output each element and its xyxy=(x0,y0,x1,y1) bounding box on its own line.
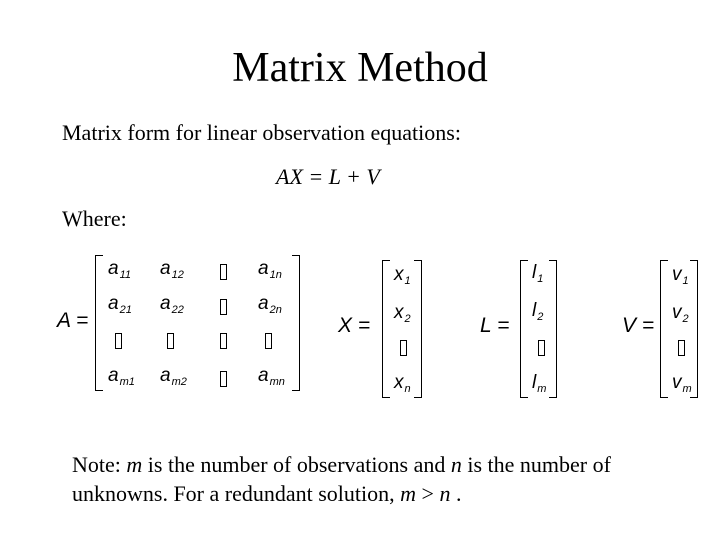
matrix-v-element xyxy=(672,264,689,287)
matrix-a-right-bracket xyxy=(292,255,300,391)
matrix-a-element xyxy=(160,293,184,316)
element-subscript: 2n xyxy=(269,304,282,316)
matrix-l-element xyxy=(532,262,543,285)
element-symbol: a xyxy=(258,293,269,314)
matrix-v-element xyxy=(672,302,689,325)
matrix-a-ellipsis-box xyxy=(167,333,174,349)
vector-x-label: X = xyxy=(338,314,371,337)
matrix-a-element xyxy=(258,258,282,281)
element-subscript: 1 xyxy=(682,275,689,287)
matrix-x-element xyxy=(394,264,411,287)
vector-v-label: V = xyxy=(622,314,655,337)
element-symbol: a xyxy=(258,365,269,386)
matrix-a-ellipsis-box xyxy=(115,333,122,349)
element-symbol: v xyxy=(672,264,682,285)
matrix-x-element xyxy=(394,302,411,325)
element-subscript: 1n xyxy=(269,269,282,281)
element-symbol: x xyxy=(394,302,404,323)
vector-l-right-bracket xyxy=(549,260,557,398)
element-subscript: 21 xyxy=(119,304,132,316)
element-symbol: a xyxy=(108,293,119,314)
element-subscript: 1 xyxy=(404,275,411,287)
matrix-l-element xyxy=(532,300,543,323)
matrix-a-ellipsis-box xyxy=(220,264,227,280)
element-symbol: a xyxy=(160,258,171,279)
matrix-a-element xyxy=(160,365,187,388)
element-symbol: x xyxy=(394,264,404,285)
matrix-a-ellipsis-box xyxy=(220,333,227,349)
matrix-l-ellipsis-box xyxy=(538,340,545,356)
matrix-a-element xyxy=(108,293,132,316)
observation-equation: AX = L + V xyxy=(276,164,380,189)
vector-l-left-bracket xyxy=(520,260,528,398)
element-subscript: 11 xyxy=(119,269,131,281)
slide-title: Matrix Method xyxy=(232,45,488,91)
matrix-a-element xyxy=(258,293,282,316)
element-symbol: v xyxy=(672,372,682,393)
element-subscript: m xyxy=(682,383,692,395)
note-text: Note: m is the number of observations and n is the number of unknowns. For a redundant solution, m > n . xyxy=(72,452,611,506)
matrix-x-ellipsis-box xyxy=(400,340,407,356)
element-subscript: 2 xyxy=(537,311,544,323)
element-subscript: 22 xyxy=(171,304,184,316)
element-symbol: a xyxy=(160,365,171,386)
matrix-a-element xyxy=(160,258,184,281)
element-symbol: l xyxy=(532,300,537,321)
element-subscript: mn xyxy=(269,376,285,388)
element-subscript: 12 xyxy=(171,269,184,281)
element-subscript: m xyxy=(537,383,547,395)
vector-l xyxy=(520,260,557,398)
matrix-l-element xyxy=(532,372,546,395)
element-symbol: v xyxy=(672,302,682,323)
intro-text: Matrix form for linear observation equations: xyxy=(62,120,461,145)
vector-v-left-bracket xyxy=(660,260,668,398)
element-symbol: a xyxy=(258,258,269,279)
element-symbol: x xyxy=(394,372,404,393)
matrix-v-ellipsis-box xyxy=(678,340,685,356)
matrix-a-element xyxy=(258,365,285,388)
element-subscript: 1 xyxy=(537,273,544,285)
where-label: Where: xyxy=(62,206,127,231)
element-symbol: l xyxy=(532,262,537,283)
matrix-v-element xyxy=(672,372,692,395)
element-subscript: n xyxy=(404,383,411,395)
element-symbol: a xyxy=(108,365,119,386)
element-symbol: a xyxy=(108,258,119,279)
vector-x xyxy=(382,260,422,398)
matrix-a-label: A = xyxy=(57,309,89,332)
element-symbol: a xyxy=(160,293,171,314)
element-subscript: m1 xyxy=(119,376,135,388)
element-symbol: l xyxy=(532,372,537,393)
vector-l-label: L = xyxy=(480,314,510,337)
element-subscript: 2 xyxy=(682,313,689,325)
matrix-a-element xyxy=(108,365,135,388)
vector-v xyxy=(660,260,698,398)
matrix-x-element xyxy=(394,372,411,395)
vector-x-left-bracket xyxy=(382,260,390,398)
vector-x-right-bracket xyxy=(414,260,422,398)
element-subscript: m2 xyxy=(171,376,187,388)
matrix-a-ellipsis-box xyxy=(220,299,227,315)
matrix-a-left-bracket xyxy=(95,255,103,391)
element-subscript: 2 xyxy=(404,313,411,325)
matrix-a-ellipsis-box xyxy=(265,333,272,349)
matrix-a xyxy=(95,255,300,391)
matrix-a-ellipsis-box xyxy=(220,371,227,387)
matrix-a-element xyxy=(108,258,131,281)
